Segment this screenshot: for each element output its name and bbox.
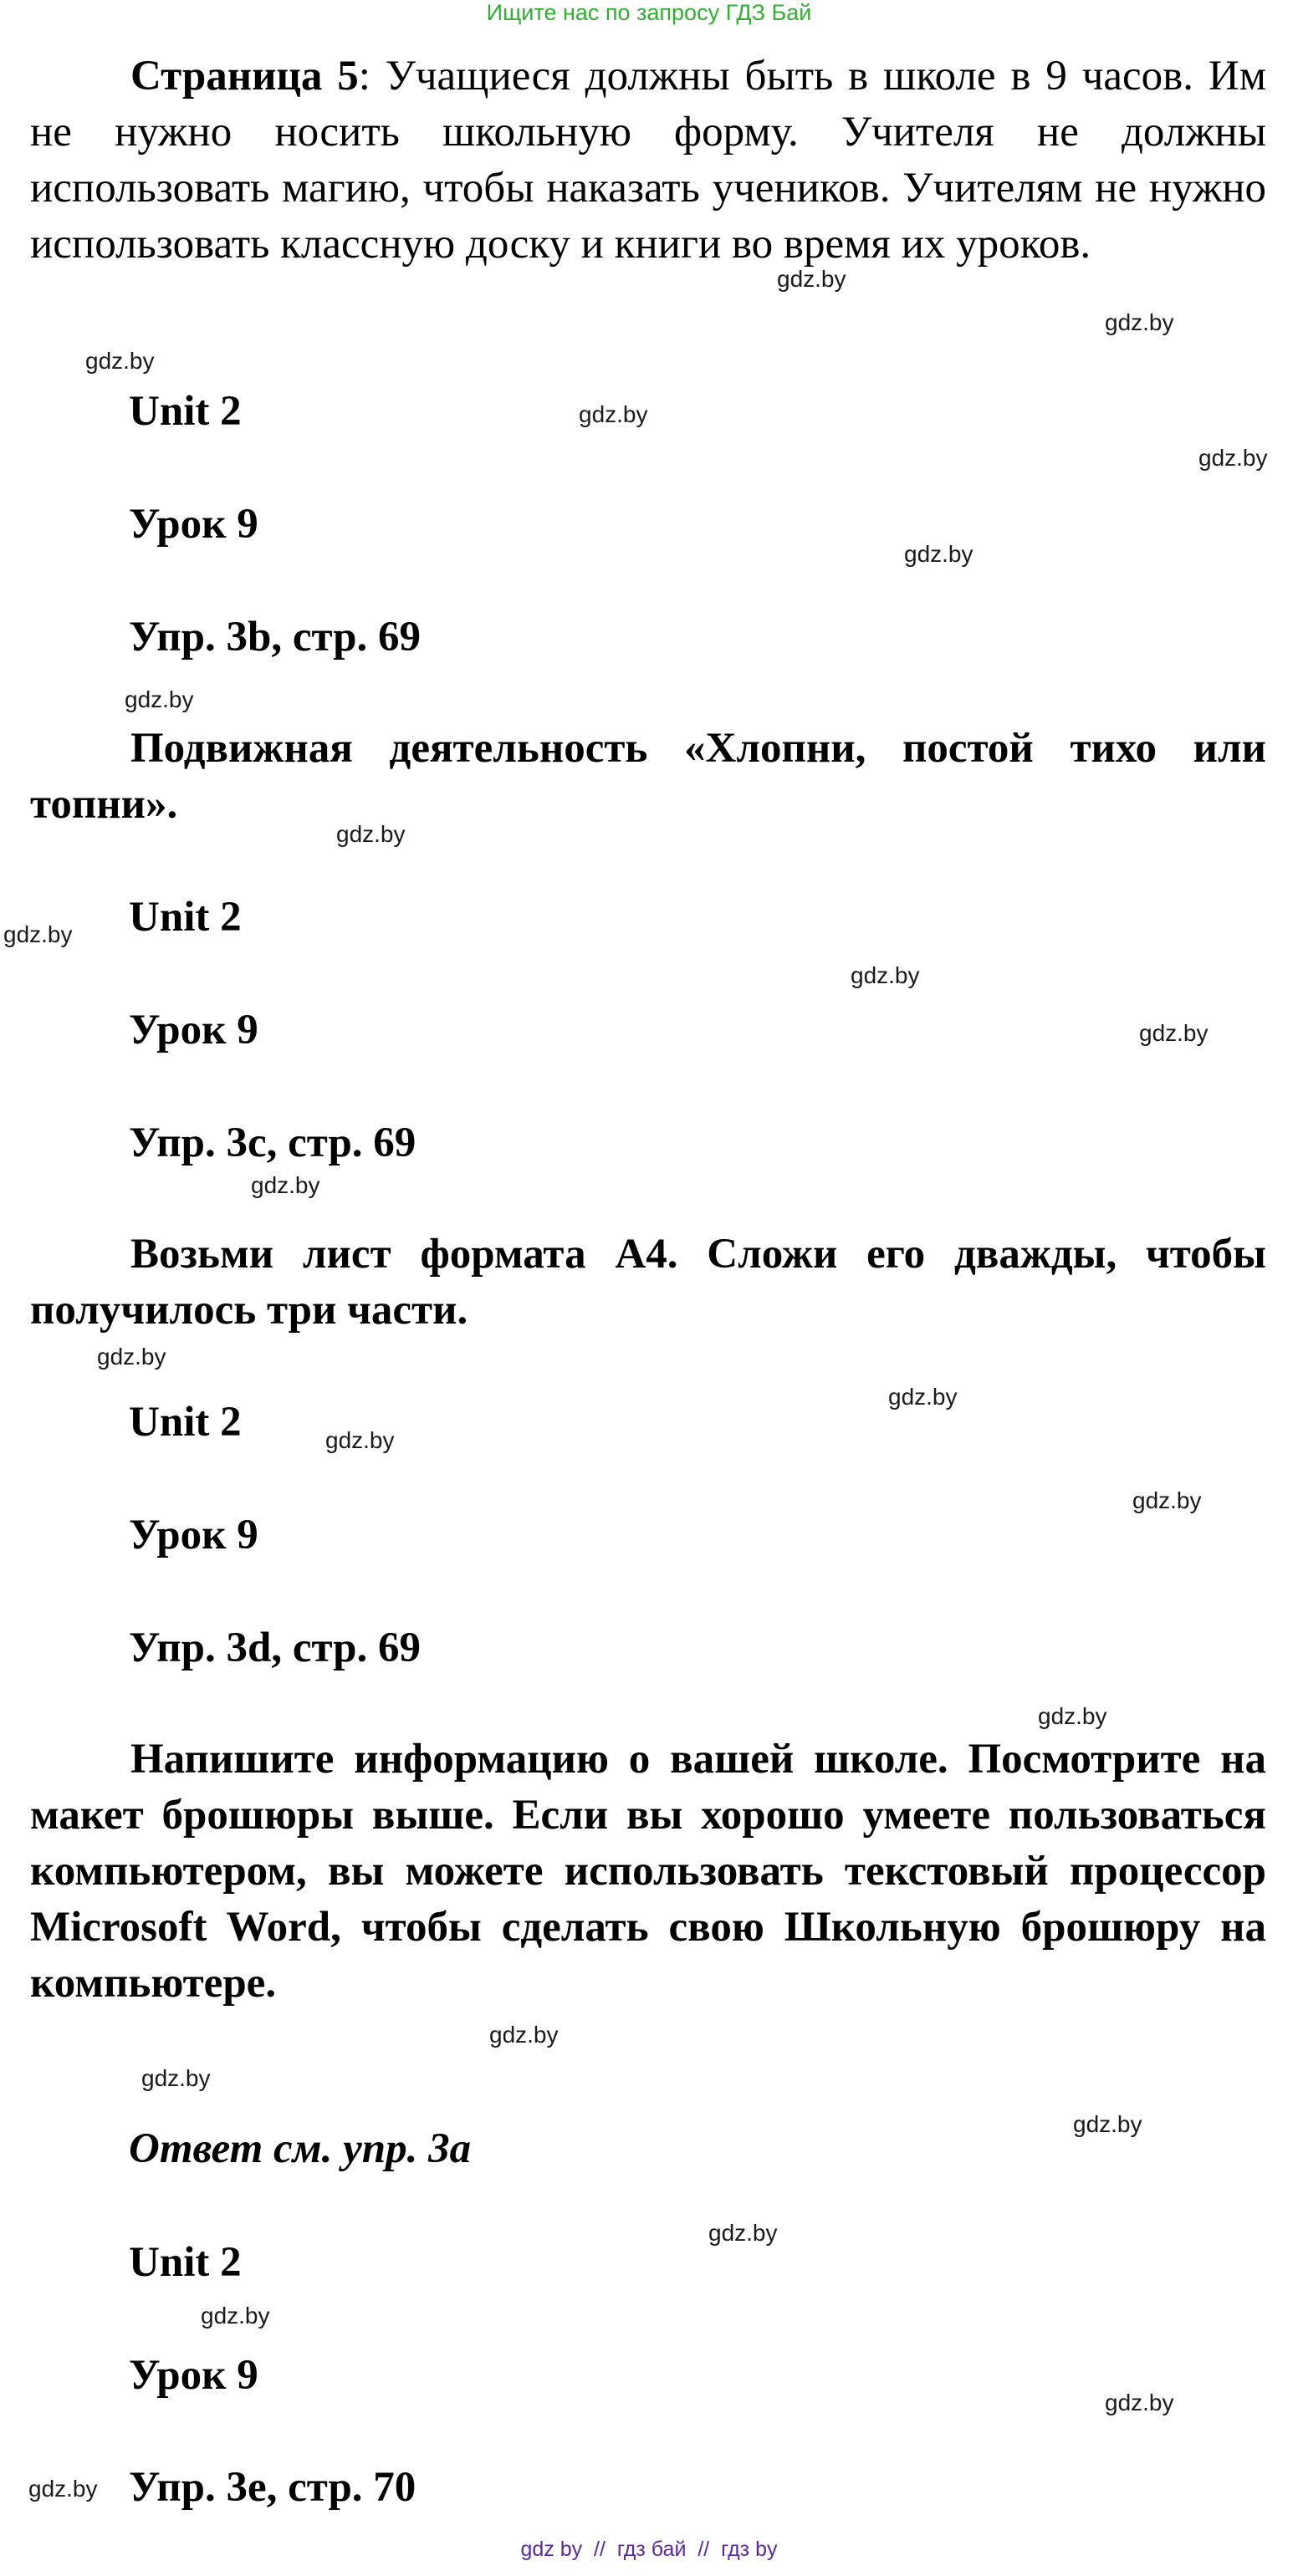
unit-heading: Unit 2: [129, 2239, 242, 2286]
watermark: gdz.by: [851, 962, 920, 988]
task-text: Напишите информацию о вашей школе. Посмотрите на макет брошюры выше. Если вы хорошо умеете пользоваться компьютером, вы можете использовать текстовый процессор Microsoft Word, чтобы сделать свою Школьную брошюру на компьютере.: [30, 1736, 1266, 2007]
unit-heading: Unit 2: [129, 894, 242, 941]
watermark: gdz.by: [251, 1172, 320, 1198]
watermark: gdz.by: [125, 686, 194, 712]
watermark: gdz.by: [904, 541, 974, 567]
watermark: gdz.by: [3, 921, 73, 947]
answer-reference: Ответ см. упр. 3а: [129, 2125, 472, 2172]
watermark: gdz.by: [85, 348, 155, 374]
watermark: gdz.by: [888, 1384, 958, 1410]
exercise-heading: Упр. 3c, стр. 69: [129, 1120, 416, 1166]
lesson-heading: Урок 9: [129, 501, 258, 548]
watermark: gdz.by: [28, 2476, 98, 2502]
watermark: gdz.by: [1105, 309, 1174, 335]
intro-text: : Учащиеся должны быть в школе в 9 часов. Им не нужно носить школьную форму. Учителя не должны использовать магию, чтобы наказать учеников. Учителям не нужно использовать классную доску и книги во время их уроков.: [30, 53, 1266, 268]
exercise-heading: Упр. 3d, стр. 69: [129, 1625, 422, 1671]
watermark: gdz.by: [777, 266, 846, 292]
unit-heading: Unit 2: [129, 1399, 242, 1446]
lesson-heading: Урок 9: [129, 1512, 258, 1558]
watermark: gdz.by: [1139, 1020, 1209, 1046]
watermark: gdz.by: [97, 1344, 166, 1370]
search-hint-link[interactable]: Ищите нас по запросу ГДЗ Бай: [486, 0, 812, 25]
watermark: gdz.by: [1038, 1703, 1107, 1729]
exercise-heading: Упр. 3b, стр. 69: [129, 614, 422, 661]
watermark: gdz.by: [201, 2303, 270, 2329]
watermark: gdz.by: [1105, 2390, 1174, 2415]
watermark: gdz.by: [489, 2022, 559, 2048]
lesson-heading: Урок 9: [129, 1007, 258, 1053]
page-label: Страница 5: [130, 53, 359, 99]
unit-heading: Unit 2: [129, 388, 242, 435]
watermark: gdz.by: [1132, 1487, 1202, 1513]
lesson-heading: Урок 9: [129, 2352, 258, 2399]
task-text: Подвижная деятельность «Хлопни, постой тихо или топни».: [30, 725, 1266, 828]
task-text: Возьми лист формата А4. Сложи его дважды, чтобы получилось три части.: [30, 1231, 1266, 1334]
exercise-heading: Упр. 3е, стр. 70: [129, 2464, 416, 2511]
watermark: gdz.by: [141, 2065, 211, 2091]
watermark: gdz.by: [579, 401, 648, 427]
watermark: gdz.by: [336, 821, 406, 847]
watermark: gdz.by: [1073, 2111, 1142, 2137]
watermark: gdz.by: [325, 1427, 395, 1453]
footer-links[interactable]: gdz by // гдз бай // гдз by: [520, 2538, 778, 2561]
watermark: gdz.by: [708, 2220, 778, 2246]
watermark: gdz.by: [1198, 445, 1268, 471]
intro-paragraph: [30, 48, 1266, 273]
